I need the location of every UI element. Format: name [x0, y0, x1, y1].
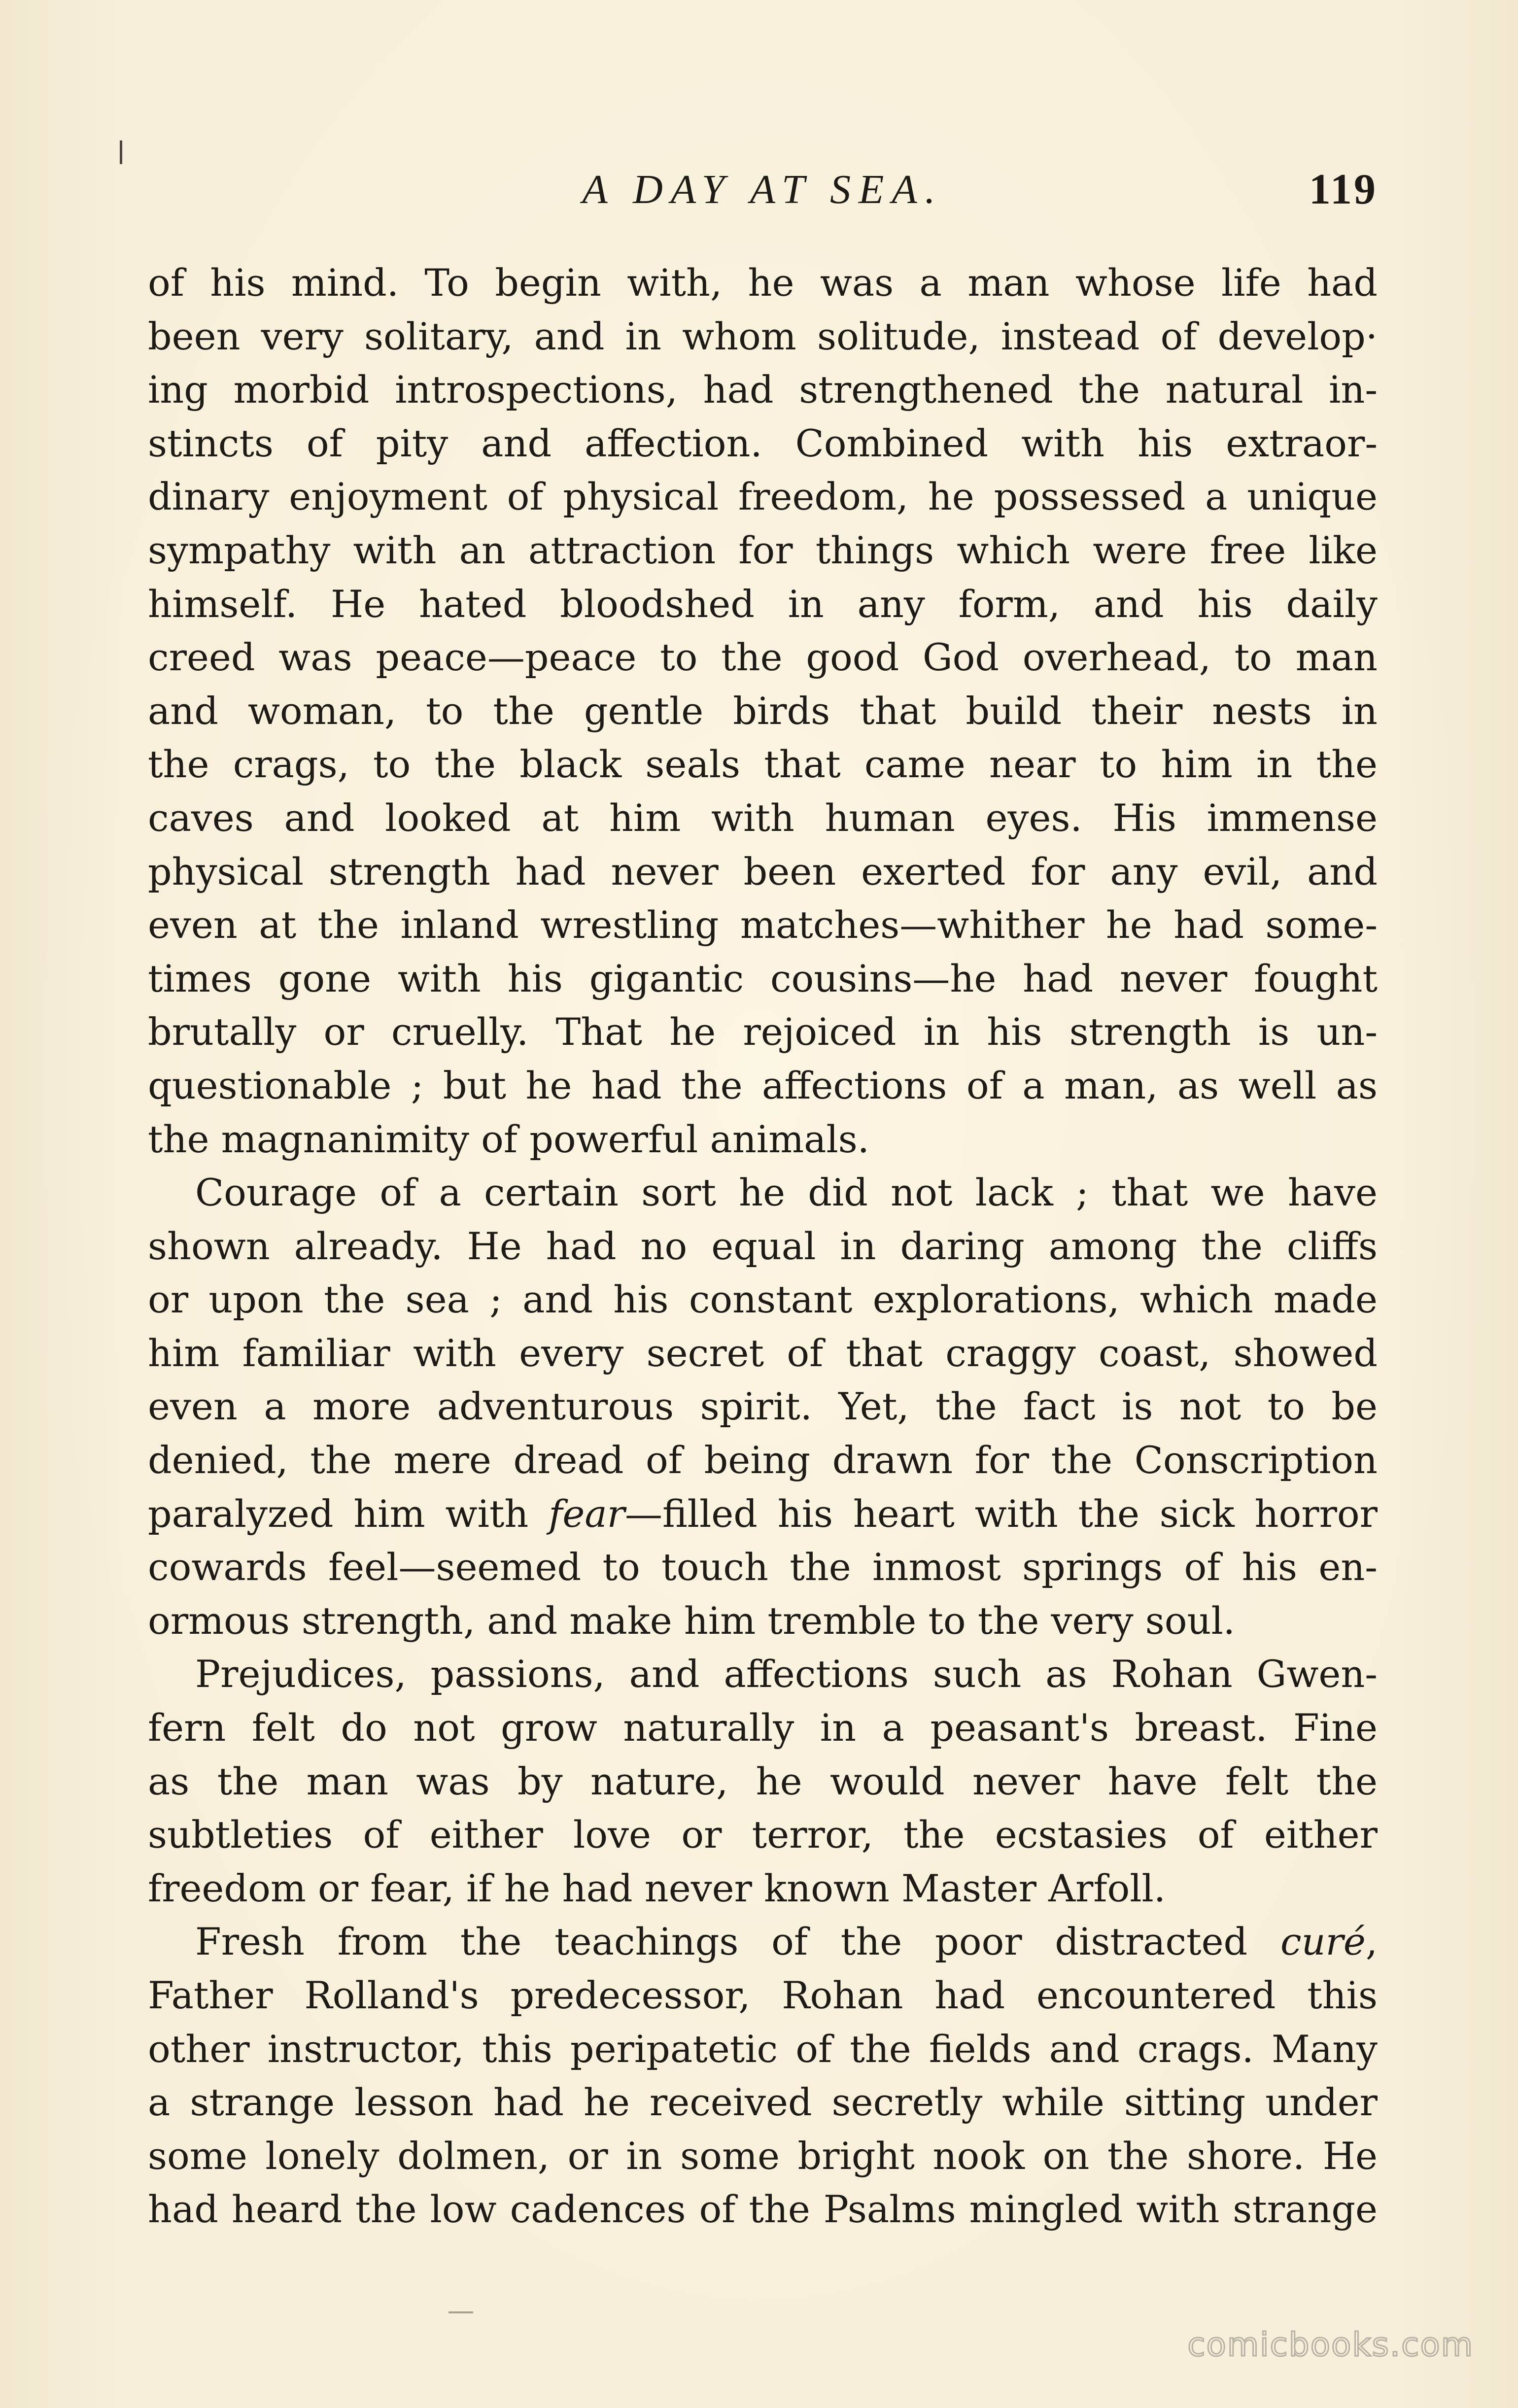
text-segment: ,: [1365, 1920, 1378, 1964]
text-line: of his mind. To begin with, he was a man whose life had: [148, 261, 1378, 305]
text-line: ormous strength, and make him tremble to the very soul.: [148, 1598, 1235, 1643]
text-line: freedom or fear, if he had never known Master Arfoll.: [148, 1866, 1166, 1910]
text-line: even at the inland wrestling matches—whither he had some-: [148, 903, 1378, 947]
text-line: him familiar with every secret of that craggy coast, showed: [148, 1331, 1378, 1375]
watermark: comicbooks.com: [1187, 2326, 1474, 2364]
text-line: the magnanimity of powerful animals.: [148, 1117, 869, 1161]
text-line-fear: [148, 1487, 1378, 1541]
running-head: A DAY AT SEA.: [582, 167, 943, 212]
text-line: even a more adventurous spirit. Yet, the fact is not to be: [148, 1384, 1378, 1429]
text-segment: paralyzed him with: [148, 1491, 549, 1536]
page-speck: [120, 140, 122, 164]
text-line: fern felt do not grow naturally in a peasant's breast. Fine: [148, 1706, 1378, 1750]
text-line: cowards feel—seemed to touch the inmost springs of his en-: [148, 1545, 1378, 1589]
page-number: 119: [1309, 166, 1378, 213]
text-line: and woman, to the gentle birds that build their nests in: [148, 688, 1378, 733]
paragraph-start-line: Courage of a certain sort he did not lack ; that we have: [195, 1170, 1378, 1215]
text-line: stincts of pity and affection. Combined with his extraor-: [148, 421, 1378, 465]
text-line: subtleties of either love or terror, the ecstasies of either: [148, 1813, 1378, 1857]
text-line: some lonely dolmen, or in some bright nook on the shore. He: [148, 2133, 1378, 2178]
paragraph-start-line-cure: [148, 1915, 1378, 1969]
text-line: denied, the mere dread of being drawn for the Conscription: [148, 1438, 1378, 1482]
text-line: Father Rolland's predecessor, Rohan had encountered this: [148, 1973, 1378, 2017]
text-line: a strange lesson had he received secretly while sitting under: [148, 2080, 1378, 2125]
text-line: been very solitary, and in whom solitude, instead of develop·: [148, 314, 1378, 358]
text-line: as the man was by nature, he would never have felt the: [148, 1759, 1378, 1803]
text-line: questionable ; but he had the affections of a man, as well as: [148, 1063, 1378, 1107]
italic-word: curé: [1280, 1920, 1366, 1964]
text-line: himself. He hated bloodshed in any form, and his daily: [148, 582, 1378, 626]
text-line: dinary enjoyment of physical freedom, he possessed a unique: [148, 475, 1378, 519]
text-line: caves and looked at him with human eyes. His immense: [148, 795, 1378, 840]
text-line: brutally or cruelly. That he rejoiced in his strength is un-: [148, 1010, 1378, 1054]
text-line: or upon the sea ; and his constant explorations, which made: [148, 1277, 1378, 1322]
text-line: sympathy with an attraction for things which were free like: [148, 528, 1378, 572]
page-speck: [448, 2311, 473, 2313]
paragraph-start-line: Prejudices, passions, and affections such as Rohan Gwen-: [195, 1652, 1378, 1696]
text-segment: —filled his heart with the sick horror: [624, 1491, 1378, 1536]
text-line: ing morbid introspections, had strengthened the natural in-: [148, 368, 1378, 412]
text-line: other instructor, this peripatetic of the fields and crags. Many: [148, 2027, 1378, 2071]
text-line: physical strength had never been exerted for any evil, and: [148, 849, 1378, 894]
italic-word: fear: [549, 1491, 625, 1536]
text-line: had heard the low cadences of the Psalms mingled with strange: [148, 2187, 1378, 2232]
page-header: [148, 163, 1378, 217]
text-segment: Fresh from the teachings of the poor distracted: [195, 1920, 1280, 1964]
text-line: times gone with his gigantic cousins—he had never fought: [148, 956, 1378, 1000]
body-text: [148, 256, 1378, 2236]
text-line: shown already. He had no equal in daring among the cliffs: [148, 1224, 1378, 1268]
text-line: the crags, to the black seals that came near to him in the: [148, 742, 1378, 787]
text-line: creed was peace—peace to the good God overhead, to man: [148, 635, 1378, 680]
